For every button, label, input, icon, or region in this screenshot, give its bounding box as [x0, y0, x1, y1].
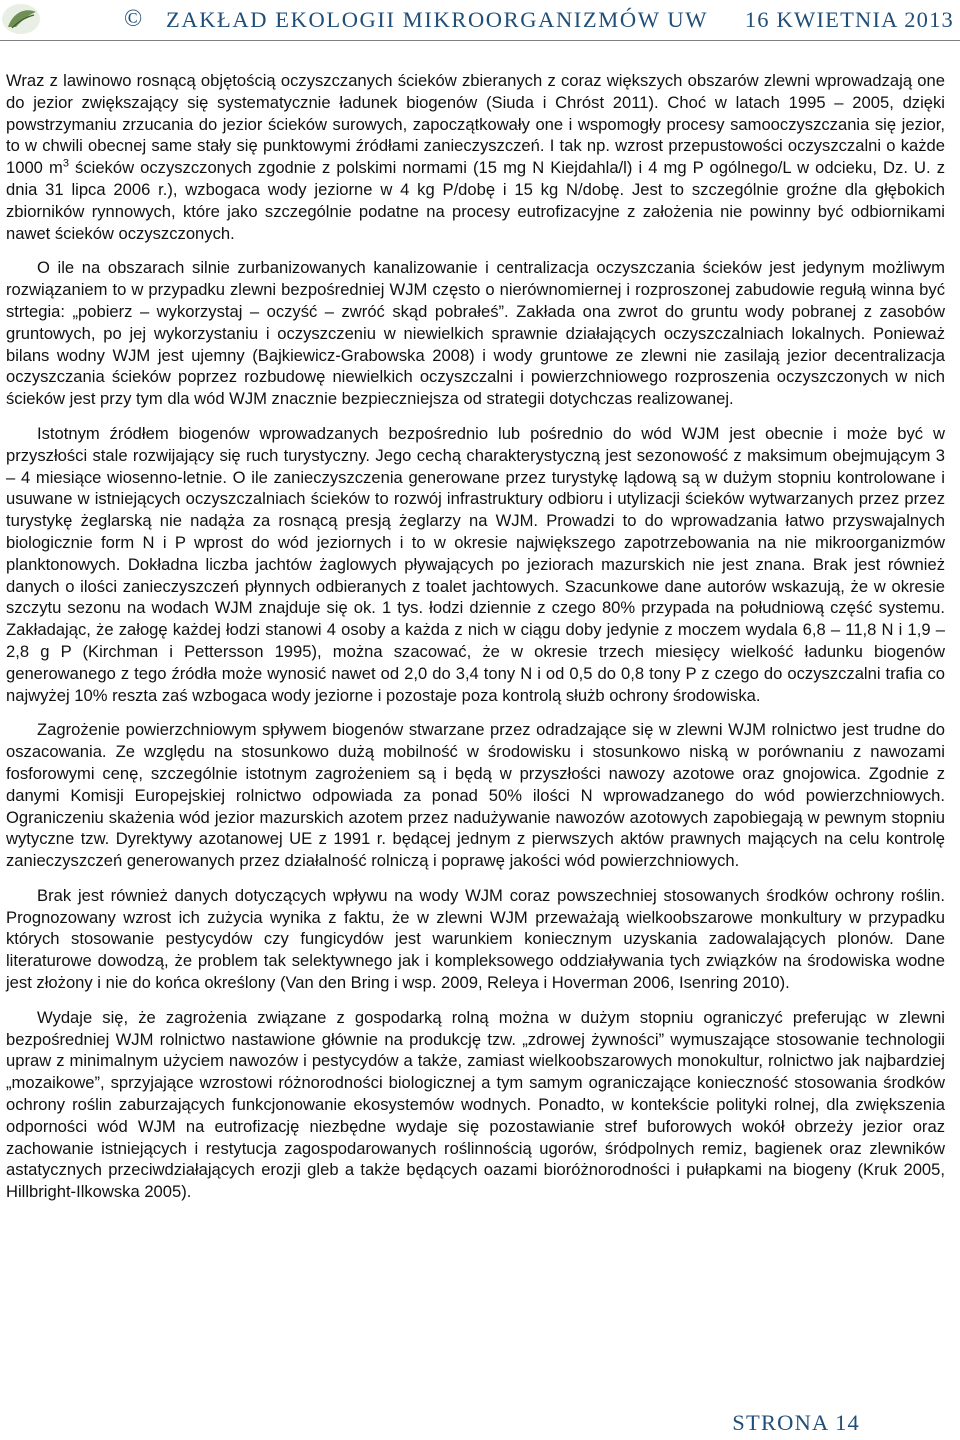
paragraph-6: Wydaje się, że zagrożenia związane z gospodarką rolną można w dużym stopniu ograniczyć preferując w zlewni bezpośredniej WJM rolnictwo nastawione głównie na produkcję tzw. „zdrowej żywności” wymuszające stosowanie technologii upraw z minimalnym użyciem nawozów i pestycydów a także, zamiast wielkoobszarowych monokultur, rolnictwo jak najbardziej „mozaikowe”, sprzyjające wzrostowi różnorodności biologicznej a tym samym ograniczające konieczność stosowania środków ochrony roślin zaburzających funkcjonowanie ekosystemów wodnych. Ponadto, w kontekście polityki rolnej, dla zwiększenia odporności wód WJM na eutrofizację niezbędne wydaje się pozostawianie stref buforowych wokół obrzeży jezior oraz zachowanie istniejących i restytucja zagospodarowanych roślinnością ugorów, śródpolnych remiz, bagienek oraz zlewników astatycznych przeciwdziałających erozji gleb a także będących oazami bioróżnorodności i pułapkami na biogeny (Kruk 2005, Hillbright-Ilkowska 2005). — [6, 1007, 945, 1202]
paragraph-5: Brak jest również danych dotyczących wpływu na wody WJM coraz powszechniej stosowanych środków ochrony roślin. Prognozowany wzrost ich zużycia wynika z faktu, że w zlewni WJM przeważają wielkoobszarowe monkultury w przypadku których stosowanie pestycydów czy fungicydów jest warunkiem koniecznym uzyskania zadowalających plonów. Dane literaturowe dowodzą, że problem tak selektywnego jak i kompleksowego oddziaływania tych związków na środowiska wodne jest złożony i nie do końca określony (Van den Bring i wsp. 2009, Releya i Hoverman 2006, Isenring 2010). — [6, 885, 945, 993]
paragraph-2: O ile na obszarach silnie zurbanizowanych kanalizowanie i centralizacja oczyszczania ścieków jest jedynym możliwym rozwiązaniem to w przypadku zlewni bezpośredniej WJM często o nierównomiernej i rozproszonej zabudowie regułą winna być strtegia: „pobierz – wykorzystaj – oczyść – zwróć skąd pobrałeś”. Zakłada ona zwrot do gruntu wody pobranej z zasobów gruntowych, po jej wykorzystaniu i oczyszczeniu w niewielkich sprawnie działających oczyszczalniach lokalnych. Ponieważ bilans wodny WJM jest ujemny (Bajkiewicz-Grabowska 2008) i wody gruntowe ze zlewni nie zasilają jezior decentralizacja oczyszczania ścieków poprzez rozbudowę niewielkich oczyszczalni i powierzchniowego rozproszenia oczyszczonych w nich ścieków jest przy tym dla wód WJM znacznie bezpieczniejsza od strategii dotychczas realizowanej. — [6, 258, 945, 409]
header-divider — [0, 40, 960, 41]
copyright-symbol: © — [124, 6, 143, 32]
page-header — [0, 0, 960, 40]
paragraph-3: Istotnym źródłem biogenów wprowadzanych bezpośrednio lub pośrednio do wód WJM jest obecnie i może być w przyszłości stale rozwijający się ruch turystyczny. Jego cechą charakterystyczną jest sezonowość z maksimum obejmującym 3 – 4 miesiące wiosenno-letnie. O ile zanieczyszczenia generowane przez turystykę lądową są w dużym stopniu kontrolowane i usuwane w istniejących oczyszczalniach ścieków to rozwój infrastruktury odbioru i utylizacji ścieków wytwarzanych przez przez turystykę żeglarską nie nadąża za rosnącą presją żeglarzy na WJM. Prowadzi to do wprowadzania łatwo przyswajalnych biologicznie form N i P wprost do wód jeziornych i to w okresie największego zapotrzebowania na nie mikroorganizmów planktonowych. Dokładna liczba jachtów żaglowych pływających po jeziorach mazurskich nie jest znana. Brak jest również danych o ilości zanieczyszczeń płynnych odbieranych z toalet jachtowych. Szacunkowe dane autorów wskazują, że w okresie szczytu sezonu na wodach WJM znajduje się ok. 1 tys. łodzi dziennie z czego 80% przypada na południową część systemu. Zakładając, że załogę każdej łodzi stanowi 4 osoby a każda z nich w ciągu doby jedynie z moczem wydala 6,8 – 11,8 N i 1,9 – 2,8 g P (Kirchman i Pettersson 1995), można szacować, że w okresie trzech miesięcy wielkość ładunku biogenów generowanego z tego źródła może wynosić nawet od 2,0 do 3,4 tony N i od 0,5 do 0,8 tony P z czego do oczyszczalni trafia co najwyżej 10% reszta zaś wzbogaca wody jeziorne i pozostaje poza kontrolą służb ochrony środowiska. — [6, 423, 945, 705]
leaf-logo-icon — [0, 0, 42, 38]
paragraph-1-text-b: ścieków oczyszczonych zgodnie z polskimi normami (15 mg N Kiejdahla/l) i 4 mg P ogólnego/L w odcieku, Dz. U. z dnia 31 lipca 2006 r.), wzbogaca wody jeziorne w 4 kg P/dobę i 15 kg N/dobę. Jest to szczególnie groźne dla głębokich zbiorników rynnowych, które jako szczególnie podatne na procesy eutrofizacyjne z założenia nie powinny być odbiornikami nawet ścieków oczyszczonych. — [6, 158, 945, 243]
paragraph-4: Zagrożenie powierzchniowym spływem biogenów stwarzane przez odradzające się w zlewni WJM rolnictwo jest trudne do oszacowania. Ze względu na stosunkowo dużą mobilność w środowisku i stosunkowo niską w porównaniu z nawozami fosforowymi cenę, szczególnie istotnym zagrożeniem są i będą w przyszłości nawozy azotowe oraz gnojowica. Zgodnie z danymi Komisji Europejskiej rolnictwo odpowiada za ponad 50% ilości N wprowadzanego do wód powierzchniowych. Ograniczeniu skażenia wód jezior mazurskich azotem przez nadużywanie nawozów azotowych zapobiegają w pewnym stopniu wytyczne tzw. Dyrektywy azotanowej UE z 1991 r. będącej jednym z pierwszych aktów prawnych mających na celu kontrolę zanieczyszczeń generowanych przez działalność rolniczą i poprawę jakości wód powierzchniowych. — [6, 720, 945, 871]
header-date: 16 KWIETNIA 2013 — [744, 7, 954, 32]
paragraph-1-text-a: Wraz z lawinowo rosnącą objętością oczyszczanych ścieków zbieranych z coraz większych obszarów zlewni wprowadzają one do jezior zwiększający się systematycznie ładunek biogenów (Siuda i Chróst 2011). Choć w latach 1995 – 2005, dzięki powstrzymaniu zrzucania do jezior ścieków surowych, zapoczątkowały one i wspomogły procesy samooczyszczania się jezior, to w chwili obecnej same stały się punktowymi źródłami zanieczyszczeń. I tak np. wzrost przepustowości oczyszczalni o każde 1000 m — [6, 71, 945, 178]
paragraph-1 — [6, 70, 945, 244]
header-title: ZAKŁAD EKOLOGII MIKROORGANIZMÓW UW — [166, 7, 709, 32]
cubic-superscript: 3 — [62, 157, 69, 170]
article-body — [6, 70, 945, 1216]
page-number: STRONA 14 — [732, 1410, 860, 1435]
